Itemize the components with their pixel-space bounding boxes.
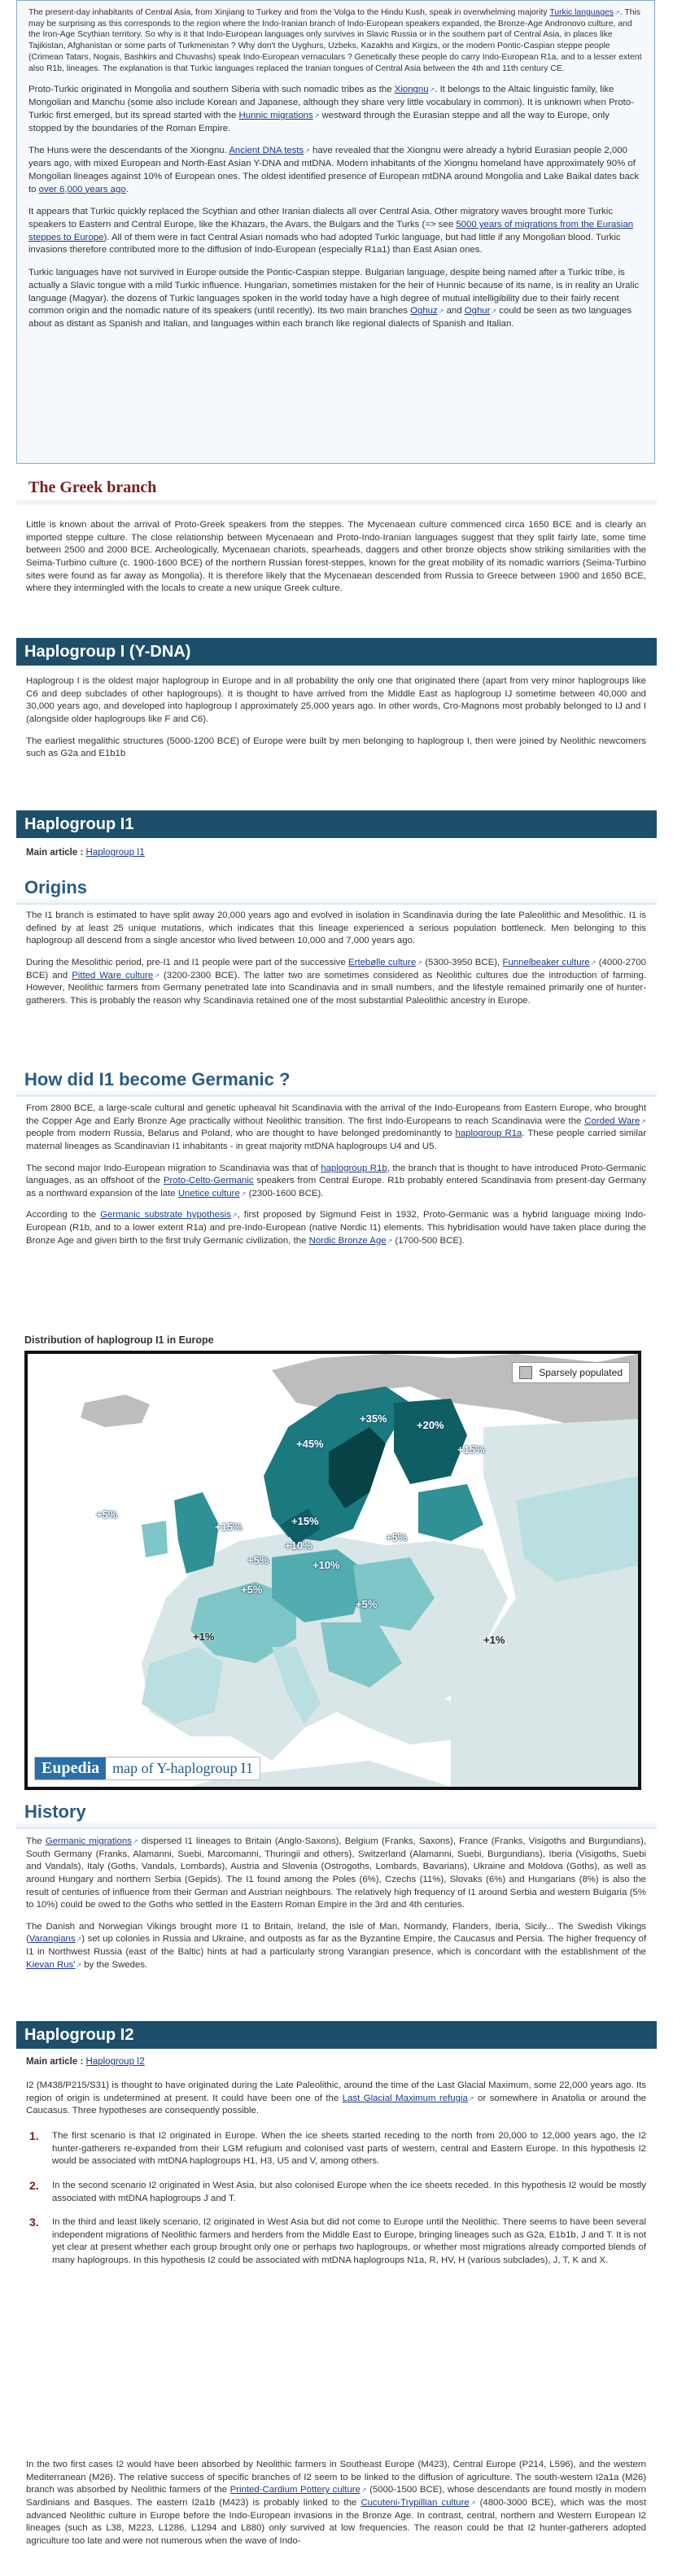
main-article-i1: Main article : Haplogroup I1 (26, 848, 145, 858)
link-funnelbeaker[interactable]: Funnelbeaker culture ↗ (503, 958, 597, 967)
link-oghur[interactable]: Oghur ↗ (465, 306, 496, 316)
turkic-paragraph-1: The present-day inhabitants of Central Asia, from Xinjiang to Turkey and from the Volga to the Hindu Kush, speak in overwhelming majority Turkic languages ↗ . This may be surprising as this corresponds to the region where the Indo-Iranian branch of Indo-European speakers expanded, the Bronze-Age Andronovo culture, and the Iron-Age Scythian territory. So why is it that Indo-European languages only survives in Slavic Russia or in the southern part of Central Asia, in places like Tajikistan, Afghanistan or some parts of Turkmenistan ? Why don't the Uyghurs, Uzbeks, Kazakhs and Kirgizs, or the modern Pontic-Caspian steppe people (Crimean Tatars, Nogais, Bashkirs and Chuvashs) speak Indo-European vernaculars ? Genetically these people do carry Indo-European R1a, and to a lesser extent also R1b, lineages. The explanation is that Turkic languages replaced the Iranian tongues of Central Asia between the 4th and 11th century CE. (28, 7, 643, 74)
map-label: +15% (457, 1443, 485, 1456)
history-paragraph-1: The Germanic migrations ↗ dispersed I1 lineages to Britain (Anglo-Saxons), Belgium (Franks, Saxons), France (Franks, Visigoths and Burgundians), South Germany (Franks, Alamanni, Suebi, Marcomanni, Thuringii and others), Switzerland (Alamanni, Suebi, Burgundians), Iberia (Visigoths, Suebi and Vandals), Italy (Goths, Vandals, Lombards), Austria and Slovenia (Ostrogoths, Lombards, Bavarians), Ukraine and Moldova (Goths), as well as around Hungary and northern Serbia (Gepids). The I1 found among the Poles (6%), Czechs (11%), Slovaks (6%) and Hungarians (8%) is also the result of centuries of influence from their German and Austrian neighbours. The relatively high frequency of I1 around Serbia and western Bulgaria (5% to 10%) could be owed to the Goths who settled in the Eastern Roman Empire in the 3rd and 4th centuries. (26, 1836, 646, 1912)
link-haplogroup-r1b[interactable]: haplogroup R1b (321, 1163, 387, 1173)
scenario-number: 3. (29, 2216, 39, 2229)
map-label: +15% (291, 1515, 319, 1527)
i2-intro-section (26, 2080, 646, 2127)
link-lgm-refugia[interactable]: Last Glacial Maximum refugia ↗ (343, 2094, 474, 2103)
scenario-item: 3. In the third and least likely scenario, I2 originated in West Asia but did not come to Europe until the Neolithic. There seems to have been several independent migrations of Neolithic farmers and herders from the Middle East to Europe, bringing lineages such as G2a, E1b1b, J and T. It is not yet clear at present whether each group brought only one or perhaps two haplogroups, or whether most migrations already comported blends of many haplogroups. In this hypothesis I2 could be associated with mtDNA haplogroups N1a, R, HV, H (various subclades), J, T, K and X. (29, 2216, 646, 2265)
map-title-badge (34, 1757, 260, 1780)
map-label: +5% (241, 1583, 263, 1596)
map-caption: Distribution of haplogroup I1 in Europe (24, 1334, 214, 1346)
link-turkic-languages[interactable]: Turkic languages ↗ (549, 8, 619, 17)
history-heading: History (16, 1800, 657, 1829)
link-hunnic-migrations[interactable]: Hunnic migrations ↗ (239, 111, 320, 120)
origins-heading: Origins (16, 875, 657, 905)
legend-label: Sparsely populated (539, 1367, 623, 1378)
link-cucuteni-trypillian[interactable]: Cucuteni-Trypillian culture ↗ (361, 2498, 475, 2508)
history-section (26, 1836, 646, 1980)
haplogroup-i-section (26, 675, 646, 770)
germanic-paragraph-2: The second major Indo-European migration to Scandinavia was that of haplogroup R1b, the branch that is thought to have introduced Proto-Germanic languages, as an offshoot of the Proto-Celto-Germanic speakers from Central Europe. R1b probably entered Scandinavia from present-day Germany as a northward expansion of the late Unetice culture ↗ (2300-1600 BCE). (26, 1163, 646, 1201)
map-legend (512, 1362, 630, 1383)
origins-paragraph-2: During the Mesolithic period, pre-I1 and I1 people were part of the successive Ertebølle culture ↗ (5300-3950 BCE), Funnelbeaker culture ↗ (4000-2700 BCE) and Pitted Ware culture ↗ (3200-2300 BCE). The latter two are sometimes considered as Neolithic cultures due the introduction of farming. However, Neolithic farmers from Germany penetrated late into Scandinavia and in small numbers, and the lifestyle remained primarily one of hunter-gatherers. This is probably the reason why Scandinavia retained one of the most substantial Paleolithic ancestry in Europe. (26, 957, 646, 1008)
link-5000-years-migrations[interactable]: 5000 years of migrations from the Eurasian steppes to Europe (28, 220, 634, 242)
link-printed-cardium[interactable]: Printed-Cardium Pottery culture ↗ (230, 2485, 367, 2495)
scenario-number: 1. (29, 2129, 39, 2142)
turkic-paragraph-4: It appears that Turkic quickly replaced the Scythian and other Iranian dialects all over Central Asia. Other migratory waves brought more Turkic speakers to Eastern and Central Europe, like the Khazars, the Avars, the Bulgars and the Turks (=> see 5000 years of migrations from the Eurasian steppes to Europe). All of them were in fact Central Asian nomads who had adopted Turkic language, but had little if any Mongolian blood. Turkic invasions therefore contributed more to the diffusion of Indo-European (especially R1a1) than East Asian ones. (28, 207, 634, 255)
map-label: +1% (483, 1634, 505, 1646)
link-varangians[interactable]: Varangians ↗ (29, 1934, 81, 1944)
haplogroup-i-heading: Haplogroup I (Y-DNA) (16, 638, 657, 666)
link-main-article-i2[interactable]: Haplogroup I2 (85, 2057, 145, 2067)
map-label: +45% (296, 1438, 324, 1450)
haplogroup-i2-heading: Haplogroup I2 (16, 2021, 657, 2049)
map-label: +5% (356, 1598, 378, 1610)
map-label: +20% (417, 1419, 444, 1431)
haplogroup-i-paragraph-2: The earliest megalithic structures (5000-1200 BCE) of Europe were built by men belonging to haplogroup I, then were joined by Neolithic newcomers such as G2a and E1b1b (26, 736, 646, 759)
i2-closing-paragraph: In the two first cases I2 would have been absorbed by Neolithic farmers in Southeast Europe (M423), Central Europe (P214, L596), and the western Mediterranean (M26). The relative success of specific branches of I2 seem to be linked to the diffusion of agriculture. The south-western I2a1a (M26) branch was absorbed by Neolithic farmers of the Printed-Cardium Pottery culture ↗ (5000-1500 BCE), whose descendants are found mostly in modern Sardinians and Basques. The eastern I2a1b (M423) is probably linked to the Cucuteni-Trypillian culture ↗ (4800-3000 BCE), which was the most advanced Neolithic culture in Europe before the Indo-European invasions in the Bronze Age. In contrast, central, northern and Western European I2 lineages (such as L38, M223, L1286, L1294 and L880) only survived at low frequencies. The reason could be that I2 hunter-gatherers adopted agriculture too late and were not numerous when the wave of Indo- (26, 2459, 646, 2548)
turkic-box (16, 0, 655, 464)
eupedia-logo: Eupedia (35, 1757, 106, 1779)
i2-closing-section (26, 2459, 646, 2556)
i1-distribution-map (24, 1351, 641, 1790)
scenario-number: 2. (29, 2178, 39, 2192)
turkic-paragraph-3: The Huns were the descendants of the Xiongnu. Ancient DNA tests ↗ have revealed that the Xiongnu were already a hybrid Eurasian people 2,000 years ago, with mixed European and North-East Asian Y-DNA and mtDNA. Modern inhabitants of the Xiongnu homeland have approximately 90% of Mongolian lineages against 10% of European ones. The oldest identified presence of European mtDNA around Mongolia and Lake Baikal dates back to over 6,000 years ago. (28, 145, 643, 196)
origins-paragraph-1: The I1 branch is estimated to have split away 20,000 years ago and evolved in isolation in Scandinavia during the late Paleolithic and Mesolithic. I1 is defined by at least 25 unique mutations, which indicates that this lineage experienced a serious population bottleneck. Men belonging to this haplogroup all descend from a single ancestor who lived between 10,000 and 7,000 years ago. (26, 910, 646, 946)
germanic-paragraph-3: According to the Germanic substrate hypothesis ↗ , first proposed by Sigmund Feist in 1932, Proto-Germanic was a hybrid language mixing Indo-European (R1b, and to a lower extent R1a) and pre-Indo-European (native Nordic I1) elements. This hybridisation would have taken place during the Bronze Age and given birth to the first truly Germanic civilization, the Nordic Bronze Age ↗ (1700-500 BCE). (26, 1209, 646, 1247)
link-corded-ware[interactable]: Corded Ware ↗ (584, 1116, 646, 1126)
link-germanic-migrations[interactable]: Germanic migrations ↗ (46, 1836, 138, 1846)
history-paragraph-2: The Danish and Norwegian Vikings brought more I1 to Britain, Ireland, the Isle of Man, Normandy, Flanders, Iberia, Sicily... The Swedish Vikings (Varangians ↗ ) set up colonies in Russia and Ukraine, and outposts as far as the Byzantine Empire, the Caucasus and Persia. The higher frequency of I1 in Northwest Russia (east of the Baltic) hints at had a particularly strong Varangian presence, which is concordant with the establishment of the Kievan Rus' ↗ by the Swedes. (26, 1921, 646, 1972)
link-ertebolle[interactable]: Ertebølle culture ↗ (348, 958, 422, 967)
map-title: map of Y-haplogroup I1 (112, 1760, 253, 1776)
map-label: +5% (386, 1531, 408, 1543)
turkic-paragraph-5: Turkic languages have not survived in Europe outside the Pontic-Caspian steppe. Bulgarian language, despite being named after a Turkic tribe, is actually a Slavic tongue with a mild Turkic influence. Hungarian, sometimes mistaken for the heir of Hunnic because of its name, is in reality an Uralic language (Magyar). the dozens of Turkic languages spoken in the world today have a high degree of mutual intelligibility due to their fairly recent common origin and the nomadic nature of its speakers (until recently). Its two main branches Oghuz ↗ and Oghur ↗ could be seen as two languages about as distant as Spanish and Italian, and languages within each branch like regional dialects of Spanish and Italian. (28, 267, 643, 331)
link-unetice[interactable]: Unetice culture ↗ (178, 1189, 247, 1198)
map-label: +10% (312, 1559, 340, 1571)
link-ancient-dna-tests[interactable]: Ancient DNA tests ↗ (229, 146, 310, 155)
germanic-heading: How did I1 become Germanic ? (16, 1068, 657, 1097)
map-label: +10% (285, 1539, 312, 1552)
link-pitted-ware[interactable]: Pitted Ware culture ↗ (72, 971, 160, 980)
link-xiongnu[interactable]: Xiongnu ↗ (395, 85, 435, 94)
haplogroup-i1-heading: Haplogroup I1 (16, 810, 657, 838)
origins-section (26, 910, 646, 1016)
ireland (142, 1521, 168, 1557)
main-article-i2: Main article : Haplogroup I2 (26, 2057, 145, 2067)
greek-branch-heading: The Greek branch (28, 478, 157, 496)
map-label: +1% (193, 1631, 215, 1643)
heading-underline (16, 500, 657, 505)
map-label: +5% (247, 1554, 269, 1566)
link-main-article-i1[interactable]: Haplogroup I1 (85, 848, 145, 858)
greek-section (26, 519, 646, 605)
link-nordic-bronze-age[interactable]: Nordic Bronze Age ↗ (309, 1236, 393, 1246)
link-germanic-substrate[interactable]: Germanic substrate hypothesis ↗ (100, 1210, 237, 1220)
link-haplogroup-r1a[interactable]: haplogroup R1a (455, 1129, 522, 1139)
haplogroup-i-paragraph-1: Haplogroup I is the oldest major haplogroup in Europe and in all probability the only one that originated there (apart from very minor haplogroups like C6 and deep subclades of other haplogroups). It is thought to have arrived from the Middle East as haplogroup IJ sometime between 40,000 and 30,000 years ago, and developed into haplogroup I approximately 25,000 years ago. In other words, Cro-Magnons most probably belonged to IJ and I (alongside older haplogroups like F and C6). (26, 676, 646, 724)
link-proto-celto-germanic[interactable]: Proto-Celto-Germanic (163, 1176, 254, 1186)
map-label: +5% (96, 1508, 118, 1521)
legend-swatch (519, 1366, 532, 1379)
scenario-item: 2. In the second scenario I2 originated in West Asia, but also colonised Europe when the ice sheets receded. In this hypothesis I2 would be mostly associated with mtDNA haplogroups J and T. (29, 2178, 646, 2203)
link-oghuz[interactable]: Oghuz ↗ (410, 306, 444, 316)
link-over-6000-years[interactable]: over 6,000 years ago (38, 184, 126, 194)
turkic-paragraph-2: Proto-Turkic originated in Mongolia and southern Siberia with such nomadic tribes as the Xiongnu ↗ . It belongs to the Altaic linguistic family, like Mongolian and Manchu (some also include Korean and Japanese, although they share very little vocabulary in common). It is unknown when Proto-Turkic first emerged, but its spread started with the Hunnic migrations ↗ westward through the Eurasian steppe and all the way to Europe, only stopped by the boundaries of the Roman Empire. (28, 84, 643, 135)
map-label: +35% (360, 1412, 387, 1425)
germanic-paragraph-1: From 2800 BCE, a large-scale cultural and genetic upheaval hit Scandinavia with the arrival of the Indo-Europeans from Eastern Europe, who brought the Copper Age and Early Bronze Age practically without Neolithic transition. The first Indo-Europeans to reach Scandinavia were the Corded Ware ↗ people from modern Russia, Belarus and Poland, who are thought to have belonged predominantly to haplogroup R1a. These people carried similar maternal lineages as Scandinavian I1 inhabitants - in great majority mtDNA haplogroups U4 and U5. (26, 1102, 646, 1154)
scenario-item: 1. The first scenario is that I2 originated in Europe. When the ice sheets started receding to the north from 20,000 to 12,000 years ago, the I2 hunter-gatherers re-expanded from their LGM refugium and colonised vast parts of western, central and Eastern Europe. In this hypothesis I2 would be associated with mtDNA haplogroups H1, H3, U5 and V, among others. (29, 2129, 646, 2167)
i2-intro-paragraph: I2 (M438/P215/S31) is thought to have originated during the Late Paleolithic, around the time of the Last Glacial Maximum, some 22,000 years ago. Its region of origin is undetermined at present. It could have been one of the Last Glacial Maximum refugia ↗ or somewhere in Anatolia or around the Caucasus. Three hypotheses are consequently possible. (26, 2080, 646, 2118)
map-label: +15% (215, 1521, 243, 1533)
greek-paragraph: Little is known about the arrival of Proto-Greek speakers from the steppes. The Mycenaean culture commenced circa 1650 BCE and is clearly an imported steppe culture. The close relationship between Mycenaean and Proto-Indo-Iranian languages suggest that they split fairly late, some time between 2500 and 2000 BCE. Archeologically, Mycenaean chariots, spearheads, daggers and other bronze objects show striking similarities with the Seima-Turbino culture (c. 1900-1600 BCE) of the northern Russian forest-steppes, known for the great mobility of its nomadic warriors (Seima-Turbino sites were found as far away as Mongolia). It is therefore likely that the Mycenaean descended from Russia to Greece between 1900 and 1650 BCE, where they intermingled with the locals to create a new unique Greek culture. (26, 520, 646, 594)
link-kievan-rus[interactable]: Kievan Rus' ↗ (26, 1960, 81, 1970)
germanic-section (26, 1102, 646, 1256)
i2-scenarios-list (26, 2130, 646, 2279)
